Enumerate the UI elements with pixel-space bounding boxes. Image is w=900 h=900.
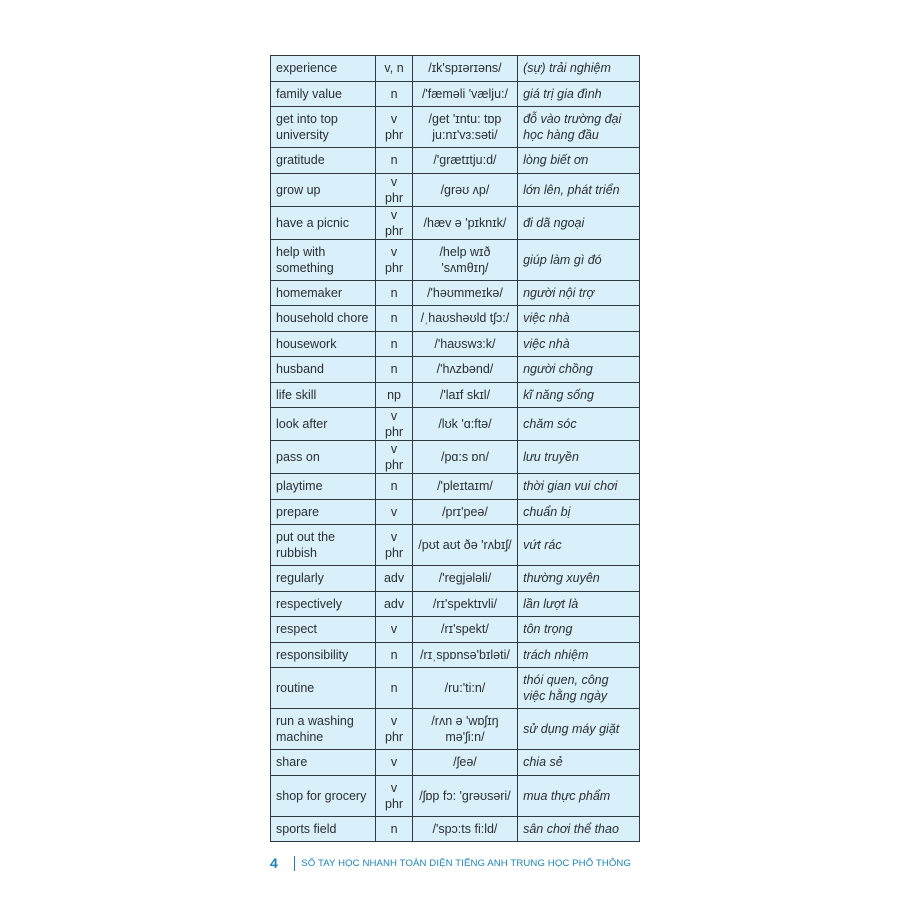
table-row xyxy=(271,709,640,750)
part-of-speech-cell: v phr xyxy=(376,441,413,474)
vocabulary-table-body xyxy=(271,56,640,842)
pronunciation-cell: /pɑ:s ɒn/ xyxy=(412,441,517,474)
word-cell: prepare xyxy=(271,499,376,525)
meaning-cell: giúp làm gì đó xyxy=(518,239,640,280)
part-of-speech-cell: v phr xyxy=(376,775,413,816)
pronunciation-cell: /rɪ'spekt/ xyxy=(412,617,517,643)
pronunciation-cell: /'regjələli/ xyxy=(412,566,517,592)
part-of-speech-cell: np xyxy=(376,382,413,408)
table-row xyxy=(271,668,640,709)
table-row xyxy=(271,56,640,82)
pronunciation-cell: /grəʊ ʌp/ xyxy=(412,173,517,206)
word-cell: responsibility xyxy=(271,642,376,668)
meaning-cell: trách nhiệm xyxy=(518,642,640,668)
part-of-speech-cell: v phr xyxy=(376,709,413,750)
word-cell: pass on xyxy=(271,441,376,474)
pronunciation-cell: /get 'ɪntu: tɒp ju:nɪ'vɜ:səti/ xyxy=(412,107,517,148)
table-row xyxy=(271,816,640,842)
word-cell: shop for grocery xyxy=(271,775,376,816)
pronunciation-cell: /ʃɒp fɔ: 'grəʊsəri/ xyxy=(412,775,517,816)
meaning-cell: chuẩn bị xyxy=(518,499,640,525)
meaning-cell: việc nhà xyxy=(518,306,640,332)
pronunciation-cell: /prɪ'peə/ xyxy=(412,499,517,525)
pronunciation-cell: /ˌhaʊshəʊld tʃɔ:/ xyxy=(412,306,517,332)
part-of-speech-cell: n xyxy=(376,306,413,332)
word-cell: life skill xyxy=(271,382,376,408)
table-row xyxy=(271,148,640,174)
word-cell: gratitude xyxy=(271,148,376,174)
meaning-cell: đi dã ngoại xyxy=(518,206,640,239)
table-row xyxy=(271,642,640,668)
part-of-speech-cell: n xyxy=(376,280,413,306)
meaning-cell: người chồng xyxy=(518,357,640,383)
word-cell: family value xyxy=(271,81,376,107)
table-row xyxy=(271,382,640,408)
pronunciation-cell: /rɪ'spektɪvli/ xyxy=(412,591,517,617)
table-row xyxy=(271,306,640,332)
page-footer xyxy=(270,853,631,873)
table-row xyxy=(271,617,640,643)
part-of-speech-cell: n xyxy=(376,474,413,500)
meaning-cell: chăm sóc xyxy=(518,408,640,441)
table-row xyxy=(271,474,640,500)
table-row xyxy=(271,357,640,383)
pronunciation-cell: /'pleɪtaɪm/ xyxy=(412,474,517,500)
meaning-cell: tôn trọng xyxy=(518,617,640,643)
table-row xyxy=(271,499,640,525)
pronunciation-cell: /hæv ə 'pɪknɪk/ xyxy=(412,206,517,239)
table-row xyxy=(271,331,640,357)
part-of-speech-cell: n xyxy=(376,331,413,357)
word-cell: housework xyxy=(271,331,376,357)
pronunciation-cell: /'həʊmmeɪkə/ xyxy=(412,280,517,306)
part-of-speech-cell: v xyxy=(376,617,413,643)
word-cell: sports field xyxy=(271,816,376,842)
part-of-speech-cell: n xyxy=(376,81,413,107)
meaning-cell: lòng biết ơn xyxy=(518,148,640,174)
part-of-speech-cell: n xyxy=(376,357,413,383)
word-cell: put out the rubbish xyxy=(271,525,376,566)
word-cell: routine xyxy=(271,668,376,709)
pronunciation-cell: /'hʌzbənd/ xyxy=(412,357,517,383)
pronunciation-cell: /'grætɪtju:d/ xyxy=(412,148,517,174)
pronunciation-cell: /ru:'ti:n/ xyxy=(412,668,517,709)
table-row xyxy=(271,239,640,280)
word-cell: look after xyxy=(271,408,376,441)
meaning-cell: lần lượt là xyxy=(518,591,640,617)
table-row xyxy=(271,280,640,306)
word-cell: grow up xyxy=(271,173,376,206)
part-of-speech-cell: v, n xyxy=(376,56,413,82)
part-of-speech-cell: n xyxy=(376,642,413,668)
meaning-cell: sử dụng máy giặt xyxy=(518,709,640,750)
word-cell: run a washing machine xyxy=(271,709,376,750)
table-row xyxy=(271,173,640,206)
word-cell: experience xyxy=(271,56,376,82)
meaning-cell: việc nhà xyxy=(518,331,640,357)
part-of-speech-cell: adv xyxy=(376,566,413,592)
table-row xyxy=(271,750,640,776)
pronunciation-cell: /'haʊswɜ:k/ xyxy=(412,331,517,357)
page-number: 4 xyxy=(270,855,278,871)
meaning-cell: người nội trợ xyxy=(518,280,640,306)
table-row xyxy=(271,775,640,816)
word-cell: homemaker xyxy=(271,280,376,306)
pronunciation-cell: /rɪˌspɒnsə'bɪləti/ xyxy=(412,642,517,668)
table-row xyxy=(271,81,640,107)
word-cell: have a picnic xyxy=(271,206,376,239)
part-of-speech-cell: v phr xyxy=(376,525,413,566)
book-title: SỔ TAY HỌC NHANH TOÀN DIỆN TIẾNG ANH TRUNG HỌC PHỔ THÔNG xyxy=(301,857,631,869)
meaning-cell: thói quen, công việc hằng ngày xyxy=(518,668,640,709)
footer-divider xyxy=(294,856,296,871)
meaning-cell: chia sẻ xyxy=(518,750,640,776)
pronunciation-cell: /pʊt aʊt ðə 'rʌbɪʃ/ xyxy=(412,525,517,566)
part-of-speech-cell: n xyxy=(376,668,413,709)
pronunciation-cell: /'laɪf skɪl/ xyxy=(412,382,517,408)
part-of-speech-cell: v phr xyxy=(376,206,413,239)
part-of-speech-cell: v phr xyxy=(376,408,413,441)
meaning-cell: vứt rác xyxy=(518,525,640,566)
pronunciation-cell: /ɪk'spɪərɪəns/ xyxy=(412,56,517,82)
table-row xyxy=(271,107,640,148)
meaning-cell: thường xuyên xyxy=(518,566,640,592)
part-of-speech-cell: v phr xyxy=(376,173,413,206)
part-of-speech-cell: v xyxy=(376,750,413,776)
meaning-cell: (sự) trải nghiệm xyxy=(518,56,640,82)
meaning-cell: giá trị gia đình xyxy=(518,81,640,107)
meaning-cell: lưu truyền xyxy=(518,441,640,474)
word-cell: playtime xyxy=(271,474,376,500)
vocabulary-table xyxy=(270,55,640,842)
word-cell: get into top university xyxy=(271,107,376,148)
pronunciation-cell: /'spɔ:ts fi:ld/ xyxy=(412,816,517,842)
table-row xyxy=(271,408,640,441)
part-of-speech-cell: v phr xyxy=(376,239,413,280)
word-cell: husband xyxy=(271,357,376,383)
table-row xyxy=(271,441,640,474)
part-of-speech-cell: v phr xyxy=(376,107,413,148)
meaning-cell: kĩ năng sống xyxy=(518,382,640,408)
pronunciation-cell: /rʌn ə 'wɒʃɪŋ mə'ʃi:n/ xyxy=(412,709,517,750)
table-row xyxy=(271,206,640,239)
pronunciation-cell: /ʃeə/ xyxy=(412,750,517,776)
part-of-speech-cell: v xyxy=(376,499,413,525)
part-of-speech-cell: n xyxy=(376,148,413,174)
word-cell: regularly xyxy=(271,566,376,592)
pronunciation-cell: /'fæməli 'vælju:/ xyxy=(412,81,517,107)
word-cell: share xyxy=(271,750,376,776)
meaning-cell: sân chơi thể thao xyxy=(518,816,640,842)
table-row xyxy=(271,566,640,592)
pronunciation-cell: /lʊk 'ɑ:ftə/ xyxy=(412,408,517,441)
meaning-cell: lớn lên, phát triển xyxy=(518,173,640,206)
word-cell: respectively xyxy=(271,591,376,617)
part-of-speech-cell: n xyxy=(376,816,413,842)
table-row xyxy=(271,591,640,617)
word-cell: respect xyxy=(271,617,376,643)
word-cell: household chore xyxy=(271,306,376,332)
meaning-cell: mua thực phẩm xyxy=(518,775,640,816)
part-of-speech-cell: adv xyxy=(376,591,413,617)
meaning-cell: đỗ vào trường đại học hàng đầu xyxy=(518,107,640,148)
table-row xyxy=(271,525,640,566)
meaning-cell: thời gian vui chơi xyxy=(518,474,640,500)
word-cell: help with something xyxy=(271,239,376,280)
pronunciation-cell: /help wɪð 'sʌmθɪŋ/ xyxy=(412,239,517,280)
